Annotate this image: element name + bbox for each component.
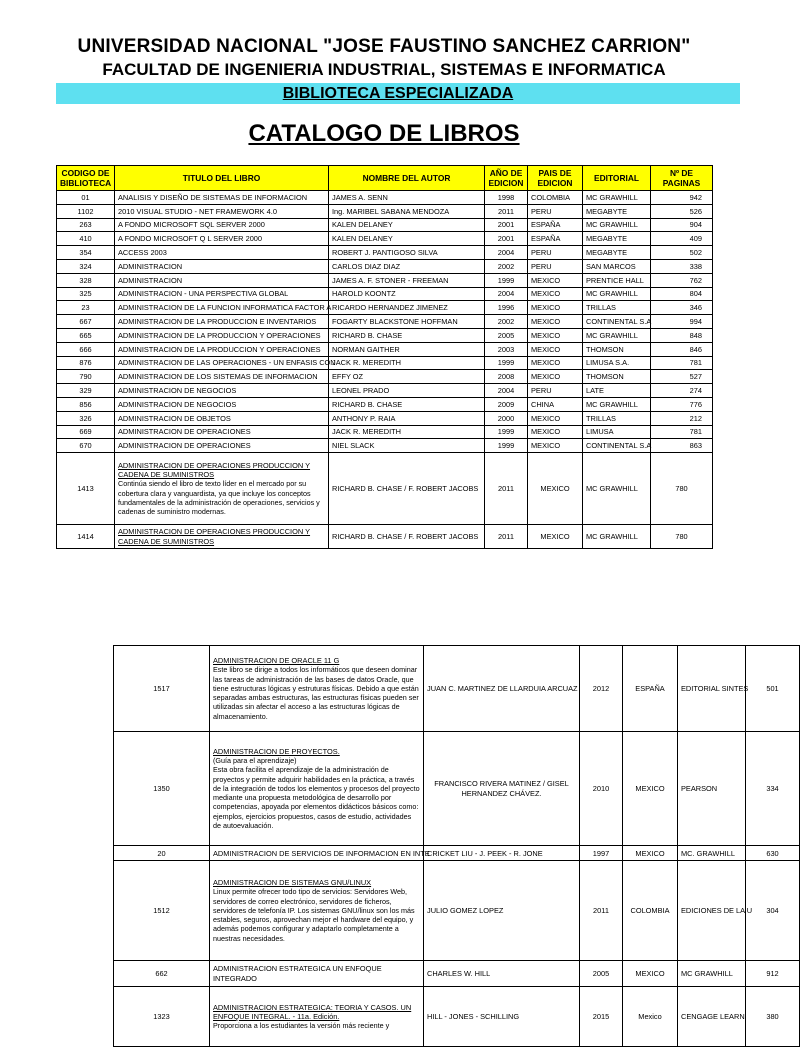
cell-country: MEXICO (528, 273, 583, 287)
cell-author: LEONEL PRADO (329, 384, 485, 398)
cell-title: ANALISIS Y DISEÑO DE SISTEMAS DE INFORMACION (115, 191, 329, 205)
cell-pages: 848 (651, 328, 713, 342)
cell-country: MEXICO (528, 453, 583, 525)
cell-title: ADMINISTRACION DE LOS SISTEMAS DE INFORMACION (115, 370, 329, 384)
col-header-code: CODIGO DE BIBLIOTECA (57, 166, 115, 191)
cell-publisher: MC GRAWHILL (583, 525, 651, 549)
table-row (57, 191, 713, 205)
cell-code: 354 (57, 246, 115, 260)
cell-publisher: MC GRAWHILL (583, 453, 651, 525)
cell-year: 2005 (485, 328, 528, 342)
cell-pages: 502 (651, 246, 713, 260)
table-row (57, 525, 713, 549)
cell-title: ADMINISTRACION (115, 259, 329, 273)
cell-author: CARLOS DIAZ DIAZ (329, 259, 485, 273)
cell-publisher: CONTINENTAL S.A (583, 315, 651, 329)
cell-title: ADMINISTRACION DE LAS OPERACIONES - UN ENFASIS CON (115, 356, 329, 370)
cell-code: 23 (57, 301, 115, 315)
cell-year: 1999 (485, 425, 528, 439)
cell-author: FOGARTY BLACKSTONE HOFFMAN (329, 315, 485, 329)
table-row (57, 356, 713, 370)
cell-year: 2002 (485, 259, 528, 273)
cell-year: 2001 (485, 232, 528, 246)
cell-publisher: MC GRAWHILL (583, 218, 651, 232)
cell-year: 2009 (485, 397, 528, 411)
cell-code: 669 (57, 425, 115, 439)
cell-pages: 863 (651, 439, 713, 453)
cell-pages: 501 (746, 646, 800, 732)
cell-code: 410 (57, 232, 115, 246)
cell-publisher: EDITORIAL SINTES (678, 646, 746, 732)
cell-publisher: PEARSON (678, 732, 746, 846)
cell-title: ADMINISTRACION DE OBJETOS (115, 411, 329, 425)
cell-year: 2011 (485, 525, 528, 549)
cell-pages: 212 (651, 411, 713, 425)
cell-author: Ing. MARIBEL SABANA MENDOZA (329, 204, 485, 218)
cell-publisher: THOMSON (583, 342, 651, 356)
cell-publisher: MC GRAWHILL (583, 191, 651, 205)
book-description: Continúa siendo el libro de texto líder en el mercado por su cobertura clara y vanguardista, ya que incluye los conceptos fundamentales de la administración de operaciones, servicios y cadenas de suministro modernas. (118, 479, 320, 517)
cell-author: JACK R. MEREDITH (329, 425, 485, 439)
cell-year: 2005 (580, 961, 623, 987)
cell-pages: 304 (746, 861, 800, 961)
cell-pages: 781 (651, 356, 713, 370)
col-header-year: AÑO DE EDICION (485, 166, 528, 191)
cell-pages: 380 (746, 987, 800, 1047)
cell-title (210, 732, 424, 846)
cell-country: Mexico (623, 987, 678, 1047)
table-row (57, 259, 713, 273)
cell-year: 2011 (485, 453, 528, 525)
cell-country: MEXICO (623, 846, 678, 861)
cell-title: A FONDO MICROSOFT SQL SERVER 2000 (115, 218, 329, 232)
cell-country: ESPAÑA (528, 218, 583, 232)
cell-author: NIEL SLACK (329, 439, 485, 453)
cell-pages: 338 (651, 259, 713, 273)
table-row (114, 987, 800, 1047)
cell-publisher: SAN MARCOS (583, 259, 651, 273)
cell-publisher: MC GRAWHILL (583, 397, 651, 411)
table-row (57, 453, 713, 525)
cell-title: ADMINISTRACION DE LA PRODUCCION Y OPERACIONES (115, 328, 329, 342)
table-row (114, 846, 800, 861)
cell-publisher: MEGABYTE (583, 246, 651, 260)
cell-title (115, 525, 329, 549)
book-description: Linux permite ofrecer todo tipo de servicios: Servidores Web, servidores de correo electrónico, servidores de ficheros, servidores de telefonía IP. Los sistemas GNU/linux son los más estables, seguros, aprovechan mejor el hardware del equipo, y además podemos configurar y adaptarlo completamente a nuestras necesidades. (213, 887, 415, 943)
cell-publisher: LIMUSA S.A. (583, 356, 651, 370)
table-row (57, 301, 713, 315)
cell-code: 670 (57, 439, 115, 453)
cell-code: 666 (57, 342, 115, 356)
cell-publisher: MC GRAWHILL (583, 328, 651, 342)
cell-title: ADMINISTRACION DE OPERACIONES (115, 425, 329, 439)
cell-country: PERU (528, 204, 583, 218)
cell-pages: 904 (651, 218, 713, 232)
cell-title (210, 987, 424, 1047)
cell-year: 2003 (485, 342, 528, 356)
cell-title: ADMINISTRACION DE SERVICIOS DE INFORMACION EN INTE (210, 846, 424, 861)
book-title: ADMINISTRACION DE OPERACIONES PRODUCCION Y CADENA DE SUMINISTROS (118, 527, 311, 546)
cell-country: MEXICO (528, 287, 583, 301)
cell-author: JAMES A. SENN (329, 191, 485, 205)
cell-title: ADMINISTRACION DE LA FUNCION INFORMATICA FACTOR A (115, 301, 329, 315)
cell-year: 2001 (485, 218, 528, 232)
cell-author: EFFY OZ (329, 370, 485, 384)
cell-title (210, 861, 424, 961)
cell-author: HAROLD KOONTZ (329, 287, 485, 301)
cell-year: 2008 (485, 370, 528, 384)
faculty-name: FACULTAD DE INGENIERIA INDUSTRIAL, SISTEMAS E INFORMATICA (102, 60, 666, 79)
cell-year: 2010 (580, 732, 623, 846)
cell-country: MEXICO (623, 961, 678, 987)
cell-title: ADMINISTRACION ESTRATEGICA UN ENFOQUE INTEGRADO (210, 961, 424, 987)
cell-country: MEXICO (528, 439, 583, 453)
cell-pages: 804 (651, 287, 713, 301)
cell-publisher: PRENTICE HALL (583, 273, 651, 287)
cell-code: 665 (57, 328, 115, 342)
book-title: ADMINISTRACION DE SISTEMAS GNU/LINUX (213, 878, 372, 888)
cell-country: PERU (528, 384, 583, 398)
catalog-table (56, 165, 713, 549)
table-row (57, 384, 713, 398)
table-row (57, 425, 713, 439)
cell-country: MEXICO (528, 328, 583, 342)
table-row (57, 328, 713, 342)
cell-publisher: TRILLAS (583, 411, 651, 425)
cell-pages: 781 (651, 425, 713, 439)
university-name: UNIVERSIDAD NACIONAL "JOSE FAUSTINO SANCHEZ CARRION" (77, 36, 691, 57)
table-row (114, 961, 800, 987)
cell-pages: 527 (651, 370, 713, 384)
col-header-title: TITULO DEL LIBRO (115, 166, 329, 191)
cell-pages: 846 (651, 342, 713, 356)
table-row (114, 861, 800, 961)
library-name: BIBLIOTECA ESPECIALIZADA (282, 85, 514, 102)
col-header-author: NOMBRE DEL AUTOR (329, 166, 485, 191)
cell-author: KALEN DELANEY (329, 218, 485, 232)
cell-author: NORMAN GAITHER (329, 342, 485, 356)
cell-publisher: MC GRAWHILL (678, 961, 746, 987)
cell-year: 2004 (485, 287, 528, 301)
cell-code: 263 (57, 218, 115, 232)
table-row (57, 287, 713, 301)
cell-code: 1102 (57, 204, 115, 218)
cell-code: 326 (57, 411, 115, 425)
table-row (57, 397, 713, 411)
cell-author: RICHARD B. CHASE / F. ROBERT JACOBS (329, 525, 485, 549)
cell-pages: 409 (651, 232, 713, 246)
catalog-title-text: CATALOGO DE LIBROS (248, 120, 520, 147)
cell-code: 876 (57, 356, 115, 370)
cell-year: 1999 (485, 356, 528, 370)
cell-pages: 630 (746, 846, 800, 861)
cell-country: ESPAÑA (528, 232, 583, 246)
cell-year: 1999 (485, 273, 528, 287)
catalog-title (0, 120, 768, 148)
cell-title: ADMINISTRACION DE NEGOCIOS (115, 397, 329, 411)
book-title: ADMINISTRACION DE PROYECTOS. (213, 747, 340, 757)
cell-title: ACCESS 2003 (115, 246, 329, 260)
book-description: Proporciona a los estudiantes la versión más reciente y (213, 1021, 390, 1031)
cell-code: 328 (57, 273, 115, 287)
cell-country: MEXICO (528, 315, 583, 329)
cell-pages: 780 (651, 525, 713, 549)
cell-publisher: LIMUSA (583, 425, 651, 439)
cell-pages: 776 (651, 397, 713, 411)
cell-publisher: LATE (583, 384, 651, 398)
cell-publisher: TRILLAS (583, 301, 651, 315)
cell-country: COLOMBIA (528, 191, 583, 205)
cell-country: MEXICO (528, 425, 583, 439)
cell-year: 2004 (485, 384, 528, 398)
cell-code: 667 (57, 315, 115, 329)
table-row (114, 732, 800, 846)
cell-title: ADMINISTRACION - UNA PERSPECTIVA GLOBAL (115, 287, 329, 301)
cell-year: 2012 (580, 646, 623, 732)
cell-author: RICHARD B. CHASE (329, 397, 485, 411)
cell-publisher: MEGABYTE (583, 204, 651, 218)
cell-title: ADMINISTRACION DE LA PRODUCCION E INVENTARIOS (115, 315, 329, 329)
cell-title: A FONDO MICROSOFT Q L SERVER 2000 (115, 232, 329, 246)
cell-country: MEXICO (623, 732, 678, 846)
table-row (57, 246, 713, 260)
cell-title: ADMINISTRACION DE LA PRODUCCION Y OPERACIONES (115, 342, 329, 356)
cell-title: ADMINISTRACION DE NEGOCIOS (115, 384, 329, 398)
cell-pages: 762 (651, 273, 713, 287)
cell-title (115, 453, 329, 525)
cell-publisher: CENGAGE LEARN (678, 987, 746, 1047)
cell-country: ESPAÑA (623, 646, 678, 732)
cell-pages: 994 (651, 315, 713, 329)
cell-author: ANTHONY P. RAIA (329, 411, 485, 425)
cell-country: PERU (528, 259, 583, 273)
cell-publisher: CONTINENTAL S.A (583, 439, 651, 453)
cell-code: 856 (57, 397, 115, 411)
cell-publisher: THOMSON (583, 370, 651, 384)
cell-author: RICHARD B. CHASE / F. ROBERT JACOBS (329, 453, 485, 525)
cell-year: 2011 (485, 204, 528, 218)
cell-author: RICARDO HERNANDEZ JIMENEZ (329, 301, 485, 315)
cell-country: MEXICO (528, 301, 583, 315)
table-row (114, 646, 800, 732)
cell-year: 1998 (485, 191, 528, 205)
cell-publisher: MEGABYTE (583, 232, 651, 246)
table-row (57, 315, 713, 329)
book-description: Este libro se dirige a todos los informáticos que deseen dominar las tareas de administración de las bases de datos Oracle, que tiene estructuras lógicas y estruturas físicas. Debido a que están separadas ambas estructuras, las estructuras físicas pueden ser utilizadas sin afectar el acceso a las estructuras lógicas de almacenamiento. (213, 665, 419, 721)
library-banner (56, 83, 740, 104)
cell-country: MEXICO (528, 525, 583, 549)
cell-code: 1517 (114, 646, 210, 732)
cell-code: 324 (57, 259, 115, 273)
book-subtitle: (Guía para el aprendizaje) (213, 756, 297, 766)
cell-country: CHINA (528, 397, 583, 411)
cell-year: 2011 (580, 861, 623, 961)
book-title: ADMINISTRACION DE ORACLE 11 G (213, 656, 340, 666)
cell-code: 325 (57, 287, 115, 301)
cell-code: 1512 (114, 861, 210, 961)
cell-code: 662 (114, 961, 210, 987)
cell-title: ADMINISTRACION DE OPERACIONES (115, 439, 329, 453)
cell-publisher: MC. GRAWHILL (678, 846, 746, 861)
cell-author: RICHARD B. CHASE (329, 328, 485, 342)
cell-code: 20 (114, 846, 210, 861)
cell-year: 2004 (485, 246, 528, 260)
cell-country: MEXICO (528, 370, 583, 384)
cell-pages: 942 (651, 191, 713, 205)
col-header-publisher: EDITORIAL (583, 166, 651, 191)
table-row (57, 218, 713, 232)
table-row (57, 232, 713, 246)
cell-author: HILL - JONES - SCHILLING (424, 987, 580, 1047)
cell-pages: 912 (746, 961, 800, 987)
table-row (57, 411, 713, 425)
cell-code: 1414 (57, 525, 115, 549)
cell-author: JULIO GOMEZ LOPEZ (424, 861, 580, 961)
table-row (57, 273, 713, 287)
cell-author: JUAN C. MARTINEZ DE LLARDUIA ARCUAZ (424, 646, 580, 732)
catalog-table-page-2 (113, 645, 800, 1047)
cell-pages: 780 (651, 453, 713, 525)
cell-pages: 274 (651, 384, 713, 398)
table-row (57, 439, 713, 453)
book-description: Esta obra facilita el aprendizaje de la administración de proyectos y permite adquirir habilidades en la práctica, a través de la integración de todos los elementos y procesos del proyecto mediante una propuesta metodológica de desarrollo por competencias, apoyada por elementos didácticos básicos como: ejemplos, ejercicios propuestos, casos de estudio, actividades de autoevaluación. (213, 765, 420, 830)
cell-year: 2002 (485, 315, 528, 329)
cell-title: 2010 VISUAL STUDIO - NET FRAMEWORK 4.0 (115, 204, 329, 218)
cell-code: 01 (57, 191, 115, 205)
book-title: ADMINISTRACION ESTRATEGICA: TEORIA Y CASOS. UN ENFOQUE INTEGRAL. - 11a. Edición. (213, 1002, 412, 1021)
cell-year: 1997 (580, 846, 623, 861)
cell-title (210, 646, 424, 732)
cell-pages: 334 (746, 732, 800, 846)
cell-code: 1413 (57, 453, 115, 525)
cell-code: 790 (57, 370, 115, 384)
cell-year: 1999 (485, 439, 528, 453)
table-row (57, 204, 713, 218)
cell-author: ROBERT J. PANTIGOSO SILVA (329, 246, 485, 260)
cell-year: 2000 (485, 411, 528, 425)
cell-author: CRICKET LIU - J. PEEK - R. JONE (424, 846, 580, 861)
cell-year: 2015 (580, 987, 623, 1047)
cell-author: JACK R. MEREDITH (329, 356, 485, 370)
cell-code: 1350 (114, 732, 210, 846)
cell-author: JAMES A. F. STONER - FREEMAN (329, 273, 485, 287)
cell-publisher: MC GRAWHILL (583, 287, 651, 301)
cell-year: 1996 (485, 301, 528, 315)
table-row (57, 342, 713, 356)
cell-pages: 346 (651, 301, 713, 315)
book-title: ADMINISTRACION DE OPERACIONES PRODUCCION Y CADENA DE SUMINISTROS (118, 461, 311, 480)
cell-country: MEXICO (528, 411, 583, 425)
col-header-country: PAIS DE EDICION (528, 166, 583, 191)
cell-publisher: EDICIONES DE LA U (678, 861, 746, 961)
cell-title: ADMINISTRACION (115, 273, 329, 287)
cell-author: FRANCISCO RIVERA MATINEZ / GISEL HERNANDEZ CHÁVEZ. (424, 732, 580, 846)
cell-author: KALEN DELANEY (329, 232, 485, 246)
table-row (57, 370, 713, 384)
cell-code: 1323 (114, 987, 210, 1047)
cell-pages: 526 (651, 204, 713, 218)
col-header-pages: Nº DE PAGINAS (651, 166, 713, 191)
cell-country: MEXICO (528, 342, 583, 356)
cell-country: COLOMBIA (623, 861, 678, 961)
cell-country: MEXICO (528, 356, 583, 370)
cell-code: 329 (57, 384, 115, 398)
cell-country: PERU (528, 246, 583, 260)
cell-author: CHARLES W. HILL (424, 961, 580, 987)
